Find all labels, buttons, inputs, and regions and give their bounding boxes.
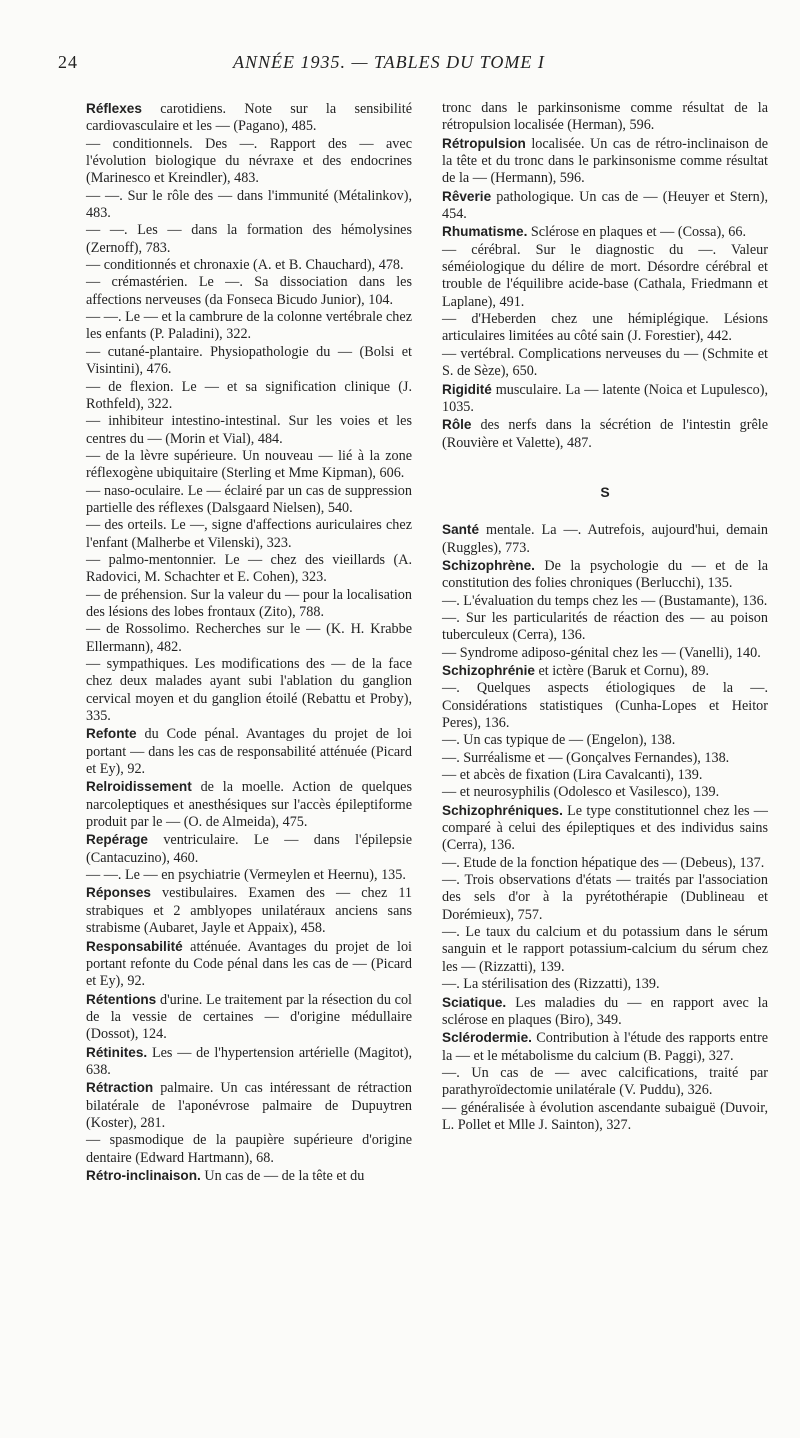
index-entry — [86, 1079, 412, 1132]
index-entry-text: pathologique. Un cas de — (Heuyer et Stern), 454. — [442, 188, 768, 223]
running-head — [58, 52, 738, 74]
index-entry-text: — —. Le — en psychiatrie (Vermeylen et Heernu), 135. — [86, 867, 406, 884]
index-entry-text: — de Rossolimo. Recherches sur le — (K. H. Krabbe Ellermann), 482. — [86, 621, 412, 655]
index-entry-text: d'urine. Le traitement par la résection du col de la vessie de certaines — d'origine médullaire (Dossot), 124. — [86, 991, 412, 1043]
index-entry — [86, 1044, 412, 1080]
index-entry-text: et ictère (Baruk et Cornu), 89. — [534, 662, 710, 679]
index-entry — [442, 100, 768, 135]
index-entry — [442, 1065, 768, 1100]
index-entry — [86, 274, 412, 309]
index-entry — [442, 188, 768, 224]
index-column-right — [442, 100, 768, 1134]
index-headword: Santé — [442, 522, 480, 538]
index-headword: Sclérodermie. — [442, 1030, 532, 1046]
index-entry-text: —. Surréalisme et — (Gonçalves Fernandes), 138. — [442, 749, 730, 766]
index-entry — [86, 136, 412, 188]
index-entry — [86, 309, 412, 344]
index-entry-text: — de flexion. Le — et sa signification clinique (J. Rothfeld), 322. — [86, 378, 412, 412]
index-entry — [86, 867, 412, 884]
index-entry-text: — conditionnels. Des —. Rapport des — avec l'évolution biologique du névraxe et des endocrines (Marinesco et Kreindler), 483. — [86, 135, 412, 187]
index-entry — [86, 257, 412, 274]
index-entry-text: — crémastérien. Le —. Sa dissociation dans les affections nerveuses (da Fonseca Bicudo Junior), 104. — [86, 274, 412, 308]
index-entry — [442, 680, 768, 732]
index-headword: Rétentions — [86, 991, 157, 1007]
index-headword: Réflexes — [86, 101, 142, 116]
section-letter: S — [600, 483, 610, 500]
index-entry-text: — cutané-plantaire. Physiopathologie du — (Bolsi et Visintini), 476. — [86, 343, 412, 378]
index-headword: Réponses — [86, 885, 151, 901]
index-entry-text: des nerfs dans la sécrétion de l'intestin grêle (Rouvière et Valette), 487. — [442, 417, 768, 451]
index-entry — [442, 346, 768, 381]
index-entry — [86, 884, 412, 937]
index-entry — [86, 938, 412, 991]
index-entry — [86, 656, 412, 725]
index-entry — [442, 924, 768, 976]
index-entry-text: — et abcès de fixation (Lira Cavalcanti), 139. — [442, 767, 703, 784]
index-headword: Schizophrénie — [442, 662, 535, 678]
index-entry — [442, 242, 768, 311]
index-entry-text: — cérébral. Sur le diagnostic du —. Valeur séméiologique du délire de mort. Désordre cérébral et trouble de l'équilibre acide-base (Cathala, Friedmann et Laplane), 491. — [442, 241, 768, 310]
index-entry-text: —. Un cas typique de — (Engelon), 138. — [442, 732, 676, 749]
index-entry — [442, 416, 768, 452]
index-entry — [442, 767, 768, 784]
index-entry-text: — de la lèvre supérieure. Un nouveau — lié à la zone réflexogène ubiquitaire (Sterling et Mme Kipman), 606. — [86, 447, 412, 482]
page-number: 24 — [58, 52, 78, 72]
index-entry — [86, 344, 412, 379]
index-entry — [442, 610, 768, 645]
index-entry — [442, 1029, 768, 1065]
index-entry-text: — d'Heberden chez une hémiplégique. Lésions articulaires limitées au côté sain (J. Forestier), 442. — [442, 311, 768, 345]
index-entry-text: —. La stérilisation des (Rizzatti), 139. — [442, 976, 660, 993]
index-entry-text: —. Etude de la fonction hépatique des — (Debeus), 137. — [442, 854, 765, 871]
index-entry — [86, 991, 412, 1044]
index-entry — [442, 732, 768, 749]
index-entry-text: Contribution à l'étude des rapports entre la — et le métabolisme du calcium (B. Paggi), 327. — [442, 1030, 768, 1064]
index-entry-text: — généralisée à évolution ascendante subaiguë (Duvoir, L. Pollet et Mlle J. Sainton), 327. — [442, 1099, 768, 1133]
index-entry — [86, 587, 412, 622]
index-headword: Rétinites. — [86, 1044, 148, 1060]
index-entry-text: — inhibiteur intestino-intestinal. Sur les voies et les centres du — (Morin et Vial), 484. — [86, 413, 412, 447]
index-entry-text: — palmo-mentonnier. Le — chez des vieillards (A. Radovici, M. Schachter et E. Cohen), 323. — [86, 551, 412, 586]
index-entry — [442, 872, 768, 924]
index-entry-text: —. Sur les particularités de réaction des — au poison tuberculeux (Cerra), 136. — [442, 609, 768, 644]
index-headword: Rigidité — [442, 381, 492, 397]
index-entry-text: — naso-oculaire. Le — éclairé par un cas de suppression partielle des réflexes (Dalsgaard Nielsen), 540. — [86, 482, 412, 516]
index-entry-text: — —. Les — dans la formation des hémolysines (Zernoff), 783. — [86, 222, 412, 256]
index-entry — [442, 223, 768, 241]
index-entry — [86, 1167, 412, 1185]
index-entry — [86, 552, 412, 587]
page-title: ANNÉE 1935. — TABLES DU TOME I — [233, 52, 545, 72]
index-entry-text: ventriculaire. Le — dans l'épilepsie (Cantacuzino), 460. — [86, 832, 412, 866]
index-entry-text: musculaire. La — latente (Noica et Lupulesco), 1035. — [442, 381, 768, 415]
index-entry — [86, 725, 412, 778]
index-entry — [442, 662, 768, 680]
index-entry-text: palmaire. Un cas intéressant de rétraction bilatérale de l'aponévrose palmaire de Dupuytren (Koster), 281. — [86, 1080, 412, 1131]
index-headword: Rétro-inclinaison. — [86, 1167, 201, 1183]
index-headword: Relroidissement — [86, 779, 192, 795]
index-headword: Rétropulsion — [442, 135, 526, 151]
index-entry — [86, 188, 412, 223]
index-headword: Schizophréniques. — [442, 802, 563, 818]
index-headword: Rétraction — [86, 1080, 154, 1096]
index-entry — [86, 831, 412, 867]
index-entry-text: — —. Le — et la cambrure de la colonne vertébrale chez les enfants (P. Paladini), 322. — [86, 309, 412, 343]
index-headword: Rêverie — [442, 188, 492, 204]
index-entry — [86, 379, 412, 414]
index-entry-text: Un cas de — de la tête et du — [200, 1167, 365, 1184]
index-entry-text: — et neurosyphilis (Odolesco et Vasilesco), 139. — [442, 784, 720, 801]
index-entry — [86, 517, 412, 552]
index-entry-text: —. Trois observations d'états — traités par l'association des sels d'or à la pyrétothérapie (Dublineau et Dorémieux), 757. — [442, 872, 768, 923]
index-entry-text: Sclérose en plaques et — (Cossa), 66. — [527, 224, 747, 241]
index-entry — [86, 448, 412, 483]
index-column-right-bottom — [442, 521, 768, 1134]
index-entry-text: De la psychologie du — et de la constitution des folies chroniques (Berlucchi), 135. — [442, 557, 768, 592]
index-entry-text: —. L'évaluation du temps chez les — (Bustamante), 136. — [442, 592, 768, 609]
index-headword: Refonte — [86, 726, 137, 742]
index-entry — [442, 802, 768, 855]
index-headword: Rôle — [442, 417, 472, 433]
index-entry-text: mentale. La —. Autrefois, aujourd'hui, demain (Ruggles), 773. — [442, 522, 768, 556]
index-entry — [86, 778, 412, 831]
index-entry-text: du Code pénal. Avantages du projet de loi portant — dans les cas de responsabilité atténuée (Picard et Ey), 92. — [86, 726, 412, 778]
index-entry — [442, 750, 768, 767]
index-entry — [86, 1132, 412, 1167]
index-entry-text: atténuée. Avantages du projet de loi portant refonte du Code pénal dans les cas de — (Picard et Ey), 92. — [86, 938, 412, 990]
index-entry — [442, 521, 768, 557]
index-entry-text: —. Le taux du calcium et du potassium dans le sérum sanguin et le rapport potassium-calcium du sérum chez les — (Rizzatti), 139. — [442, 924, 768, 975]
index-headword: Responsabilité — [86, 938, 183, 954]
index-entry — [442, 557, 768, 593]
index-entry-text: Les — de l'hypertension artérielle (Magitot), 638. — [86, 1044, 412, 1078]
index-entry-text: — Syndrome adiposo-génital chez les — (Vanelli), 140. — [442, 644, 761, 661]
index-entry — [442, 381, 768, 417]
index-entry-text: — —. Sur le rôle des — dans l'immunité (Métalinkov), 483. — [86, 187, 412, 222]
index-entry-text: — des orteils. Le —, signe d'affections auriculaires chez l'enfant (Malherbe et Vilenski), 323. — [86, 517, 412, 551]
index-entry-text: tronc dans le parkinsonisme comme résultat de la rétropulsion localisée (Herman), 596. — [442, 100, 768, 134]
index-entry-text: Le type constitutionnel chez les — comparé à celui des épileptiques et des individus sains (Cerra), 136. — [442, 802, 768, 854]
index-entry-text: — spasmodique de la paupière supérieure d'origine dentaire (Edward Hartmann), 68. — [86, 1132, 412, 1166]
index-entry — [442, 311, 768, 346]
index-entry-text: localisée. Un cas de rétro-inclinaison de la tête et du tronc dans le parkinsonisme comme résultat de la — (Hermann), 596. — [442, 135, 768, 187]
index-entry-text: de la moelle. Action de quelques narcoleptiques et anesthésiques sur l'accès épileptiforme produit par le — (O. de Almeida), 475. — [86, 779, 412, 831]
index-entry-text: — conditionnés et chronaxie (A. et B. Chauchard), 478. — [86, 257, 404, 274]
index-entry — [86, 413, 412, 448]
index-headword: Repérage — [86, 832, 148, 848]
index-entry — [442, 1100, 768, 1135]
index-entry-text: — sympathiques. Les modifications des — de la face chez deux malades ayant subi l'ablation du ganglion cervical moyen et du ganglion étoilé (Rebattu et Proby), 335. — [86, 656, 412, 725]
index-entry — [442, 784, 768, 801]
index-entry-text: — de préhension. Sur la valeur du — pour la localisation des lésions des lobes frontaux (Zito), 788. — [86, 586, 412, 620]
index-headword: Rhumatisme. — [442, 224, 528, 240]
index-entry — [86, 222, 412, 257]
index-entry — [86, 483, 412, 518]
index-entry — [86, 621, 412, 656]
index-column-right-top — [442, 100, 768, 452]
index-entry — [442, 976, 768, 993]
index-entry-text: vestibulaires. Examen des — chez 11 strabiques et 2 amblyopes unilatéraux anciens sans strabisme (Aubaret, Jayle et Appaix), 458. — [86, 885, 412, 937]
index-entry-text: carotidiens. Note sur la sensibilité cardiovasculaire et les — (Pagano), 485. — [86, 101, 412, 135]
index-entry — [442, 645, 768, 662]
index-entry — [442, 855, 768, 872]
index-headword: Schizophrène. — [442, 557, 535, 573]
index-entry — [442, 135, 768, 188]
index-entry — [442, 994, 768, 1030]
index-entry — [86, 100, 412, 136]
index-entry-text: — vertébral. Complications nerveuses du — (Schmite et S. de Sèze), 650. — [442, 345, 768, 380]
index-entry — [442, 593, 768, 610]
index-column-left — [86, 100, 412, 1185]
index-headword: Sciatique. — [442, 994, 507, 1010]
index-entry-text: Les maladies du — en rapport avec la sclérose en plaques (Biro), 349. — [442, 994, 768, 1028]
index-entry-text: —. Un cas de — avec calcifications, traité par parathyroïdectomie unilatérale (V. Puddu), 326. — [442, 1064, 768, 1099]
index-entry-text: —. Quelques aspects étiologiques de la —. Considérations statistiques (Cunha-Lopes et Heitor Peres), 136. — [442, 680, 768, 731]
